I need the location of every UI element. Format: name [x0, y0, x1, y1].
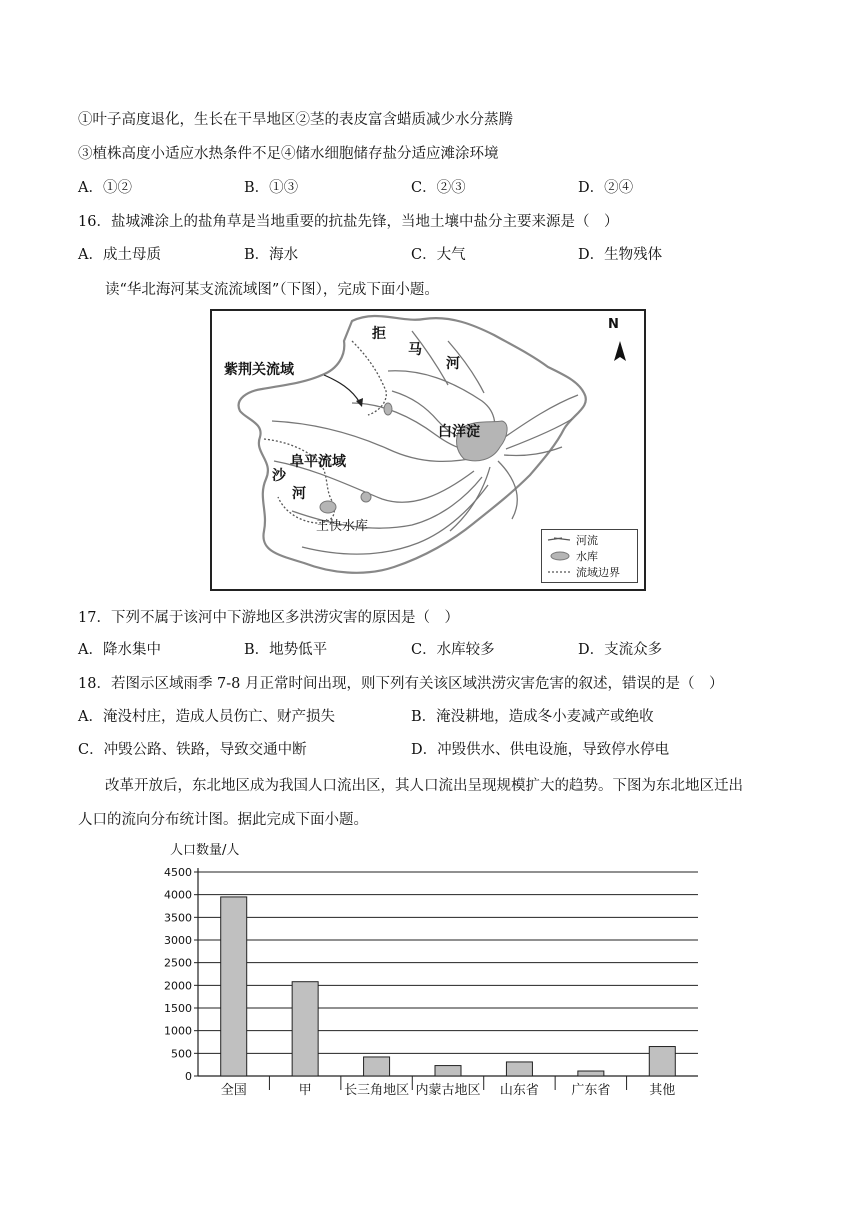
label-sha: 沙: [272, 468, 286, 484]
upper-reservoir: [384, 403, 392, 415]
q15-statement-2: ③植株高度小适应水热条件不足④储水细胞储存盐分适应滩涂环境: [78, 146, 499, 162]
q15-statement-1: ①叶子高度退化，生长在干旱地区②茎的表皮富含蜡质减少水分蒸腾: [78, 112, 513, 128]
legend-reservoir: 水库: [576, 550, 598, 563]
q16-stem: 16．盐城滩涂上的盐角草是当地重要的抗盐先锋，当地土壤中盐分主要来源是（ ）: [78, 214, 619, 230]
y-tick-label: 4000: [164, 888, 192, 902]
label-ju: 拒: [372, 326, 386, 342]
q16-option-c: C．大气: [411, 247, 466, 263]
bar: [649, 1047, 675, 1076]
q17-stem: 17．下列不属于该河中下游地区多洪涝灾害的原因是（ ）: [78, 610, 459, 626]
chart-intro-2: 人口的流向分布统计图。据此完成下面小题。: [78, 812, 368, 828]
y-tick-label: 1000: [164, 1024, 192, 1038]
label-baiyangdian: 白洋淀: [438, 424, 480, 440]
q18-option-c: C．冲毁公路、铁路，导致交通中断: [78, 742, 307, 758]
bar: [292, 982, 318, 1076]
q17-option-a: A．降水集中: [78, 642, 161, 658]
chart-svg: [150, 838, 720, 1108]
bar: [435, 1066, 461, 1076]
q18-option-b: B．淹没耕地，造成冬小麦减产或绝收: [411, 709, 654, 725]
y-tick-label: 1500: [164, 1002, 192, 1015]
bar: [506, 1062, 532, 1076]
x-tick-label: 长三角地区: [344, 1083, 410, 1098]
label-pointer: [324, 375, 360, 403]
q17-option-c: C．水库较多: [411, 642, 495, 658]
q15-option-a: A．①②: [78, 180, 132, 196]
q15-option-c: C．②③: [411, 180, 466, 196]
x-tick-label: 其他: [649, 1083, 676, 1098]
chart-intro-1: 改革开放后，东北地区成为我国人口流出区，其人口流出呈现规模扩大的趋势。下图为东北地区迁出: [105, 778, 743, 794]
y-axis-label: 人口数量/人: [170, 843, 240, 858]
bar: [578, 1071, 604, 1076]
label-zijingguan: 紫荆关流域: [224, 362, 294, 378]
river-basin-map: [210, 309, 646, 591]
bar: [221, 897, 247, 1076]
y-tick-label: 2500: [164, 956, 192, 970]
q15-option-b: B．①③: [244, 180, 299, 196]
q18-option-a: A．淹没村庄，造成人员伤亡、财产损失: [78, 709, 335, 725]
legend-river: 河流: [576, 534, 598, 547]
north-arrow-icon: [614, 341, 626, 361]
y-tick-label: 2000: [164, 979, 192, 993]
label-wangkuai: 王快水库: [316, 519, 369, 534]
q18-option-d: D．冲毁供水、供电设施，导致停水停电: [411, 742, 670, 758]
x-tick-label: 广东省: [571, 1083, 611, 1098]
y-tick-label: 3500: [164, 911, 192, 925]
q17-option-d: D．支流众多: [578, 642, 663, 658]
label-he-1: 河: [446, 356, 460, 372]
y-tick-label: 500: [171, 1047, 192, 1061]
label-ma: 马: [408, 342, 422, 358]
map-legend: [541, 529, 638, 583]
map-intro: 读“华北海河某支流流域图”（下图），完成下面小题。: [105, 282, 439, 298]
wangkuai-reservoir: [320, 501, 336, 513]
y-tick-label: 3000: [164, 934, 192, 947]
x-tick-label: 甲: [298, 1083, 312, 1098]
population-chart: [150, 838, 720, 1108]
small-reservoir: [361, 492, 371, 502]
north-label: N: [608, 317, 619, 332]
q15-option-d: D．②④: [578, 180, 634, 196]
bar: [364, 1057, 390, 1076]
label-he-2: 河: [292, 486, 306, 502]
y-tick-label: 4500: [164, 866, 192, 879]
q18-stem: 18．若图示区域雨季 7-8 月正常时间出现，则下列有关该区域洪涝灾害危害的叙述，错误的是（ ）: [78, 676, 724, 692]
x-tick-label: 山东省: [499, 1083, 539, 1098]
legend-river-icon: [548, 538, 570, 540]
q16-option-b: B．海水: [244, 247, 299, 263]
q16-option-d: D．生物残体: [578, 247, 663, 263]
q16-option-a: A．成土母质: [78, 247, 161, 263]
x-tick-label: 全国: [220, 1083, 247, 1098]
label-fuping: 阜平流域: [290, 454, 346, 470]
x-tick-label: 内蒙古地区: [415, 1083, 481, 1098]
q17-option-b: B．地势低平: [244, 642, 328, 658]
legend-boundary: 流域边界: [576, 566, 620, 579]
legend-reservoir-icon: [551, 552, 569, 560]
y-tick-label: 0: [185, 1070, 192, 1083]
